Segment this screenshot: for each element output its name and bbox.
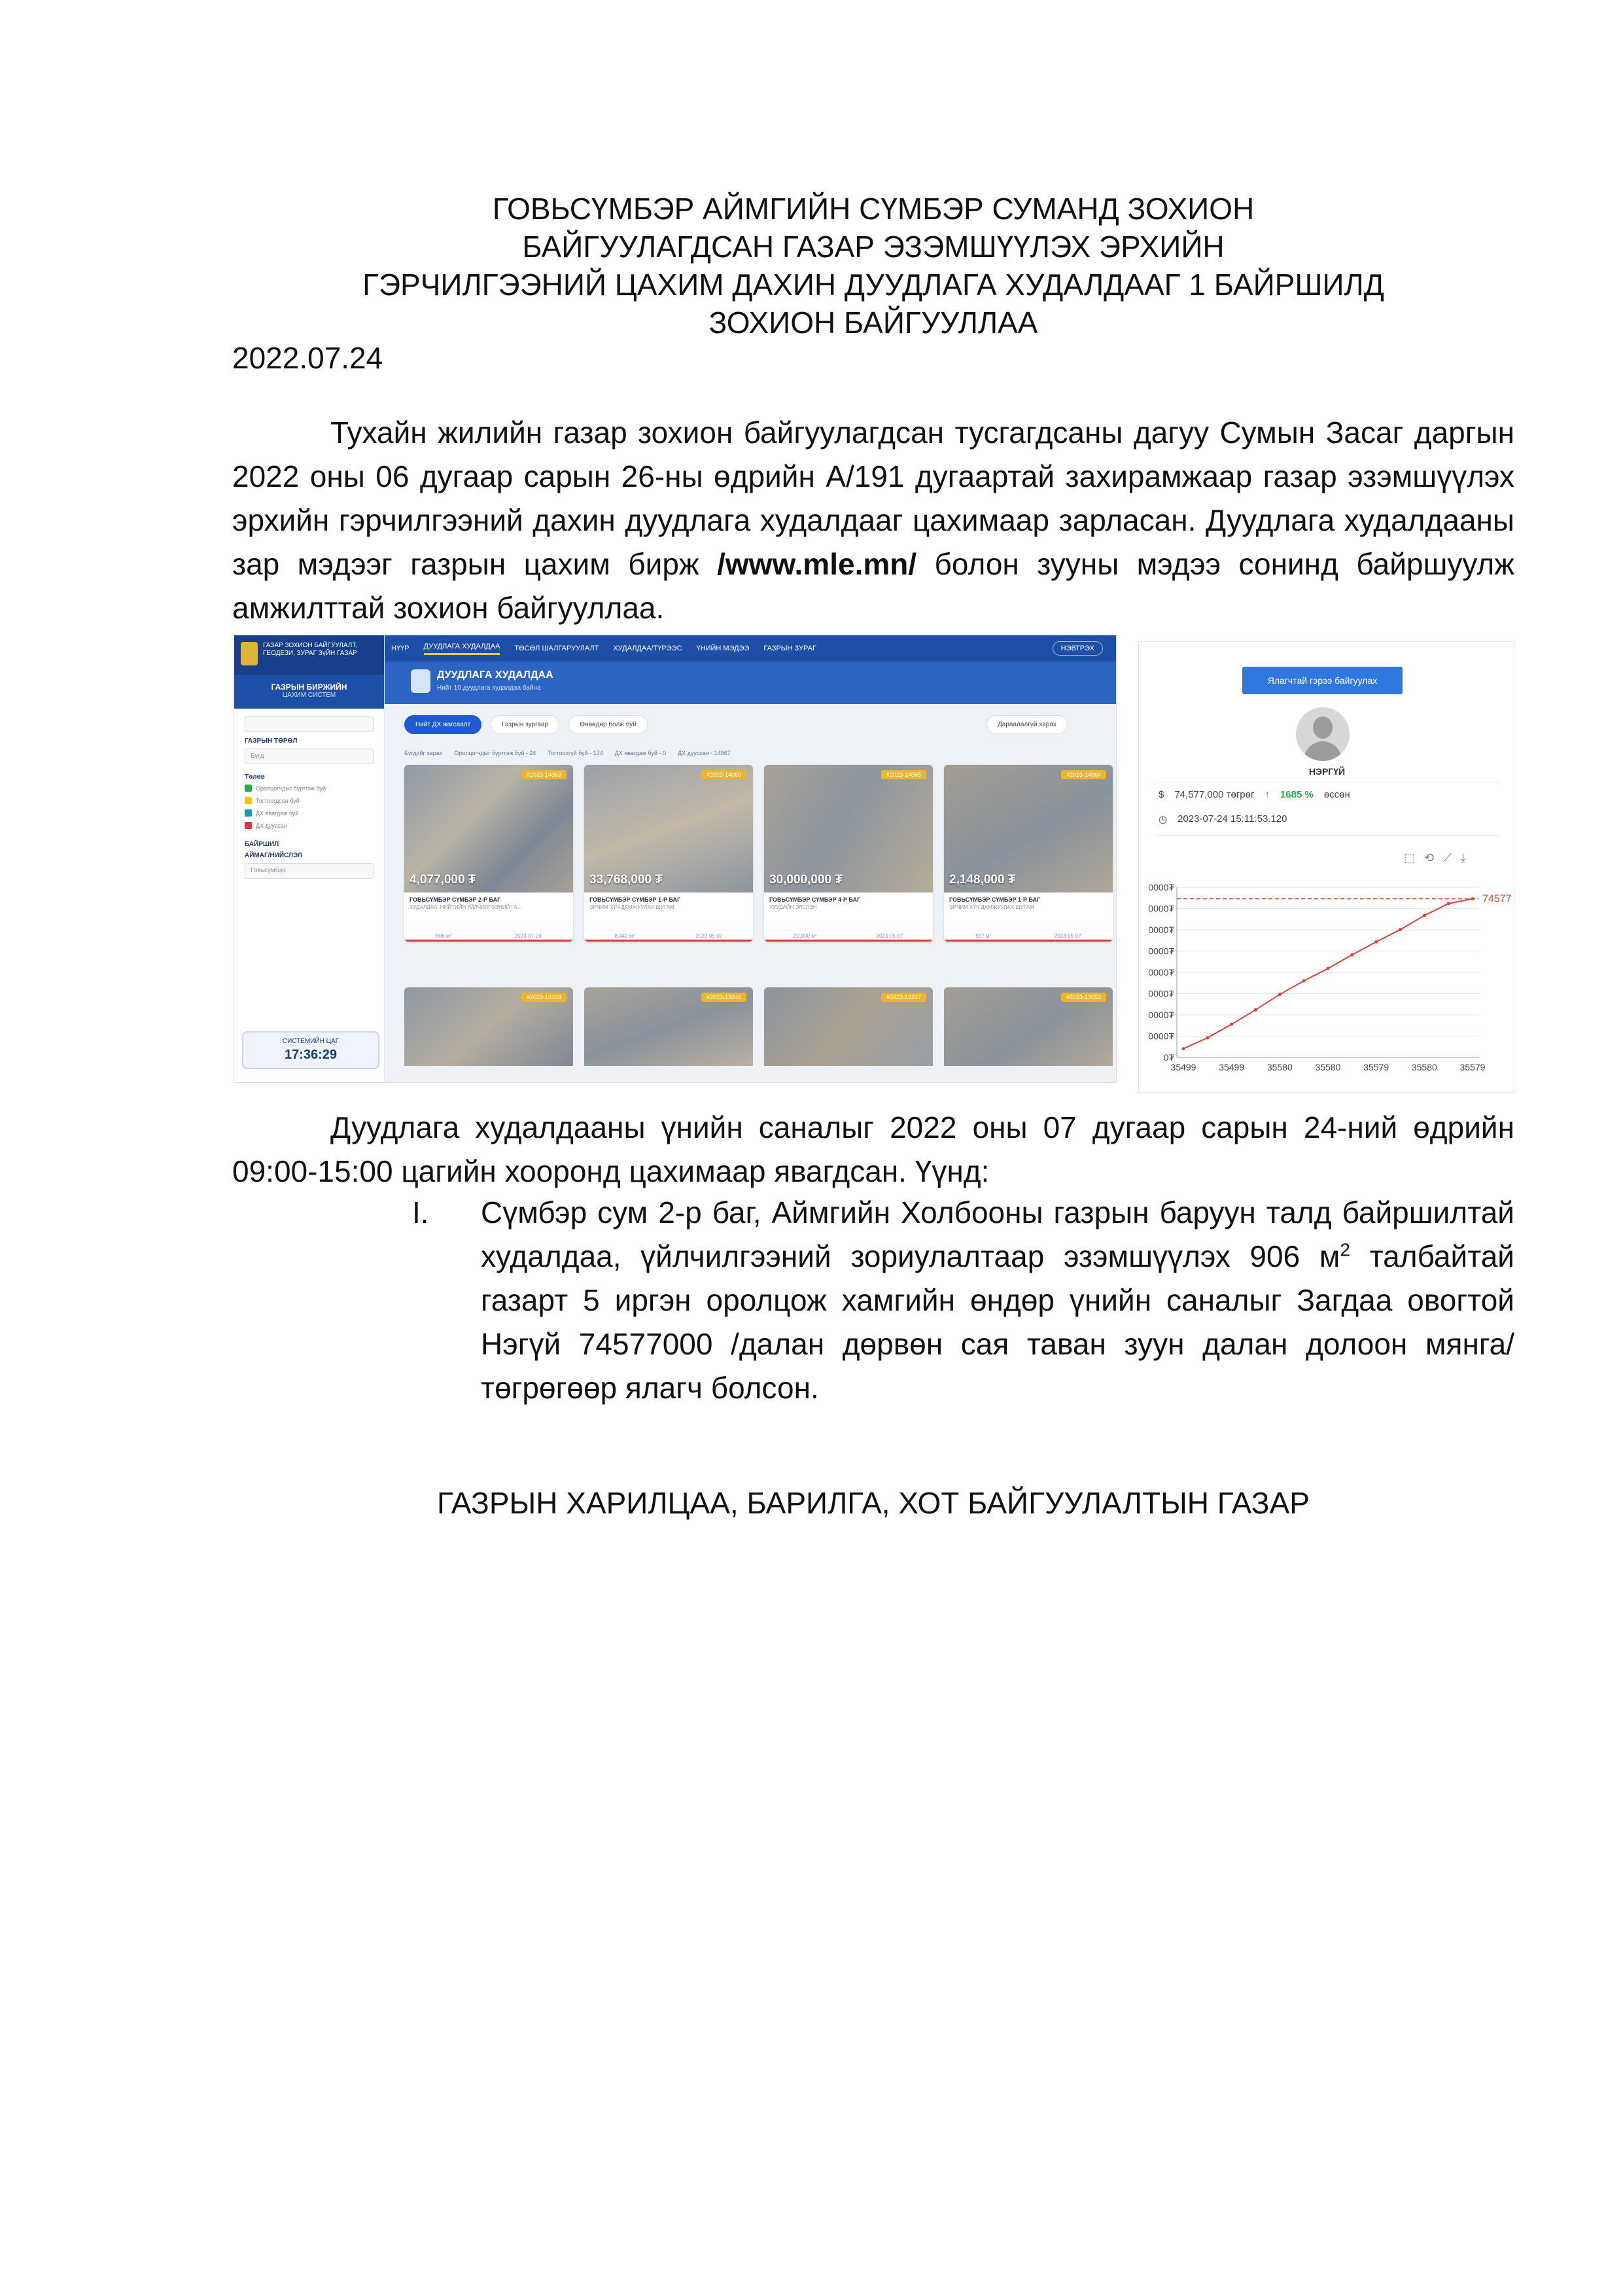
line-icon[interactable]: ⟋	[1443, 851, 1452, 864]
document-date: 2022.07.24	[232, 341, 383, 375]
hero-subtitle: Нийт 10 дуудлага худалдаа байна	[437, 684, 541, 692]
nav-home[interactable]: НҮҮР	[391, 645, 410, 652]
timestamp-row	[1159, 813, 1287, 825]
y-tick-label: 0000₮	[1148, 882, 1174, 892]
login-button[interactable]: НЭВТРЭХ	[1053, 641, 1103, 656]
filter-section	[234, 709, 384, 879]
winner-name: НЭРГҮЙ	[1308, 766, 1346, 777]
card-location: ГОВЬСҮМБЭР СҮМБЭР 1-Р БАГ	[949, 896, 1041, 903]
card-footer: 8,442 м² 2023-05-07	[584, 930, 753, 939]
y-tick-label: 0000₮	[1148, 925, 1174, 935]
card-footer: 906 м² 2023-07-24	[404, 930, 573, 939]
dollar-icon: $	[1159, 789, 1164, 800]
land-photo	[764, 765, 933, 892]
card-purpose: ХУУДАЙН ЭЛСЛЭН	[769, 904, 817, 910]
title-line: ГЭРЧИЛГЭЭНИЙ ЦАХИМ ДАХИН ДУУДЛАГА ХУДАЛДААГ 1 БАЙРШИЛД	[362, 268, 1384, 302]
brand	[234, 675, 384, 709]
auction-id: #2023-14063	[521, 770, 567, 779]
card-purpose: ЭРЧИМ ХҮЧ ДАМЖУУЛАХ ШУГАМ	[949, 904, 1034, 910]
auction-site-screenshot	[234, 635, 1117, 1083]
data-point	[1327, 967, 1330, 970]
x-tick-label: 35579	[1459, 1062, 1486, 1072]
auction-id: #2023-14060	[701, 770, 746, 779]
card-location: ГОВЬСҮМБЭР СҮМБЭР 1-Р БАГ	[589, 896, 681, 903]
download-icon[interactable]: ⤓	[1460, 851, 1466, 864]
legend-item[interactable]: Тогтоохгүй буй - 174	[548, 750, 603, 756]
item-text: Сүмбэр сум 2-р баг, Аймгийн Холбооны газрын баруун талд байршилтай худалдаа, үйлчилгээний зориулалтаар эзэмшүүлэх 906 $м^2$ талбайтай газарт 5 иргэн оролцож хамгийн өндөр үнийн саналыг Загдаа овогтой Нэгүй 74577000 /далан дөрвөн сая таван зуун далан долоон мянга/ төгрөгөөр ялагч болсон.	[481, 1195, 1515, 1405]
increase-percent: 1685 %	[1280, 789, 1314, 800]
x-tick-label: 35580	[1411, 1062, 1437, 1072]
tab-list[interactable]: Нийт ДХ жагсаалт	[404, 715, 481, 734]
status-bar	[764, 940, 933, 942]
auction-price: 30,000,000 ₮	[769, 873, 843, 887]
intro-paragraph	[232, 411, 1514, 630]
winning-amount: 74,577,000 төгрөг	[1174, 789, 1255, 800]
auction-id: #2023-14065	[881, 770, 926, 779]
status-checkbox[interactable]: Оролцогчдыг бүртгэж буй	[245, 785, 374, 792]
land-type-select[interactable]: Бүгд	[245, 749, 374, 764]
land-photo	[584, 765, 753, 892]
data-point	[1350, 953, 1353, 957]
status-checkbox[interactable]: ДХ явагдаж буй	[245, 809, 374, 817]
auction-card[interactable]	[764, 765, 933, 942]
superscript: 2	[1340, 1239, 1350, 1260]
system-clock	[242, 1031, 379, 1069]
y-tick-label: 0000₮	[1148, 903, 1174, 914]
tab-today[interactable]: Өнөөдөр болж буй	[568, 715, 648, 734]
auction-id: #2023-13053	[1061, 993, 1106, 1002]
document-title	[232, 190, 1514, 342]
sort-select[interactable]: Дараалалгүй харах	[986, 715, 1068, 734]
data-point	[1423, 914, 1426, 917]
auction-id: #2023-13247	[881, 993, 926, 1002]
land-photo	[944, 765, 1113, 892]
avatar	[1296, 707, 1350, 761]
org-header	[234, 635, 384, 675]
status-checkbox[interactable]: ДХ дууссан	[245, 822, 374, 829]
sidebar	[234, 635, 385, 1083]
status-bar	[404, 940, 573, 942]
card-footer: 557 м² 2023-05-07	[944, 930, 1113, 939]
data-point	[1399, 928, 1402, 931]
auction-id: #2023-13164	[521, 993, 567, 1002]
winning-amount-row	[1159, 789, 1350, 800]
status-checkbox[interactable]: Тогтоогдсон буй	[245, 797, 374, 804]
bid-history-chart	[1139, 868, 1514, 1093]
nav-prices[interactable]: ҮНИЙН МЭДЭЭ	[696, 645, 750, 652]
auction-card[interactable]	[944, 765, 1113, 942]
auction-card-partial[interactable]	[404, 987, 573, 1066]
item-number: I.	[412, 1195, 429, 1229]
card-footer: 22,000 м² 2023-05-07	[764, 930, 933, 939]
auction-timestamp: 2023-07-24 15:11:53.120	[1178, 813, 1287, 824]
x-tick-label: 35579	[1363, 1062, 1389, 1072]
data-point	[1447, 902, 1450, 906]
chart-toolbar	[1404, 851, 1466, 865]
search-input[interactable]	[245, 716, 374, 732]
land-photo	[404, 765, 573, 892]
nav-trade[interactable]: ХУДАЛДАА/ТҮРЭЭС	[613, 645, 682, 652]
legend-item[interactable]: ДХ явагдаж буй - 0	[614, 750, 667, 756]
auction-id: #2023-14064	[1061, 770, 1106, 779]
auction-price: 4,077,000 ₮	[410, 873, 476, 887]
clock-time: 17:36:29	[284, 1048, 338, 1062]
y-tick-label: 0000₮	[1148, 945, 1174, 957]
auction-price: 2,148,000 ₮	[949, 873, 1016, 887]
data-point	[1230, 1023, 1233, 1026]
view-tabs	[404, 715, 648, 734]
auction-card-partial[interactable]	[764, 987, 933, 1066]
zoom-icon[interactable]: ⬚	[1404, 851, 1416, 864]
nav-map[interactable]: ГАЗРЫН ЗУРАГ	[763, 645, 816, 652]
auction-price: 33,768,000 ₮	[589, 873, 663, 887]
auction-card-partial[interactable]	[584, 987, 753, 1066]
contract-button[interactable]: Ялагчтай гэрээ байгуулах	[1242, 667, 1403, 694]
title-line: БАЙГУУЛАГДСАН ГАЗАР ЭЗЭМШҮҮЛЭХ ЭРХИЙН	[522, 230, 1225, 264]
location-label: БАЙРШИЛ	[245, 841, 279, 848]
auction-hero	[385, 662, 1116, 704]
auction-card-partial[interactable]	[944, 987, 1113, 1066]
brand-title: ГАЗРЫН БИРЖИЙН	[271, 682, 347, 692]
mle-link[interactable]: /www.mle.mn/	[717, 547, 917, 581]
nav-projects[interactable]: ТӨСӨЛ ШАЛГАРУУЛАЛТ	[514, 645, 599, 652]
y-tick-label: 0000₮	[1148, 1010, 1174, 1020]
data-point	[1182, 1047, 1185, 1050]
card-location: ГОВЬСҮМБЭР СҮМБЭР 2-Р БАГ	[410, 896, 501, 903]
x-tick-label: 35580	[1266, 1062, 1293, 1072]
divider	[1155, 835, 1499, 836]
status-bar	[944, 940, 1113, 942]
auction-id: #2023-13246	[701, 993, 746, 1002]
data-point	[1206, 1036, 1209, 1040]
auction-result-screenshot	[1138, 641, 1514, 1093]
restore-icon[interactable]: ⟲	[1424, 851, 1435, 864]
top-navigation	[385, 635, 1116, 662]
x-tick-label: 35499	[1219, 1062, 1245, 1072]
intro-text-end: болон зууны мэдээ сонинд байршуулж амжилттай зохион байгууллаа.	[232, 547, 1514, 625]
max-value-label: 74577	[1482, 893, 1512, 905]
data-point	[1278, 993, 1282, 996]
emblem-icon	[241, 642, 258, 665]
status-bar	[584, 940, 753, 942]
clock-label: СИСТЕМИЙН ЦАГ	[282, 1038, 340, 1045]
title-line: ГОВЬСҮМБЭР АЙМГИЙН СҮМБЭР СУМАНД ЗОХИОН	[492, 192, 1255, 226]
title-line: ЗОХИОН БАЙГУУЛЛАА	[708, 306, 1038, 340]
data-point	[1374, 940, 1378, 944]
auction-card[interactable]	[404, 765, 573, 942]
y-tick-label: 0000₮	[1148, 988, 1174, 999]
nav-auction[interactable]: ДУУДЛАГА ХУДАЛДАА	[424, 643, 500, 655]
increase-label: өссөн	[1323, 789, 1350, 800]
y-tick-label: 0₮	[1163, 1052, 1174, 1063]
data-point	[1254, 1008, 1257, 1012]
legend-item[interactable]: Бүгдийг харах	[404, 750, 443, 756]
status-label: Төлөв	[245, 773, 265, 781]
aimag-label: АЙМАГ/НИЙСЛЭЛ	[245, 852, 302, 859]
gavel-icon	[411, 669, 430, 693]
legend-item[interactable]: ДХ дууссан - 14867	[678, 750, 731, 756]
tab-map[interactable]: Газрын зургаар	[491, 715, 559, 734]
data-point	[1302, 980, 1306, 983]
y-tick-label: 0000₮	[1148, 967, 1174, 978]
intro-text: Тухайн жилийн газар зохион байгуулагдсан тусгагдсаны дагуу Сумын Засаг даргын 2022 оны 06 дугаар сарын 26-ны өдрийн А/191 дугаартай захирамжаар газар эзэмшүүлэх эрхийн гэрчилгээний дахин дуудлага худалдааг цахимаар зарласан. Дуудлага худалдааны зар мэдээг газрын цахим бирж	[232, 415, 1514, 581]
hero-title: ДУУДЛАГА ХУДАЛДАА	[437, 669, 553, 680]
card-purpose: ХУДАЛДАА, НИЙТИЙН ҮЙЛЧИЛГЭЭНИЙ ГА...	[410, 904, 522, 910]
card-purpose: ЭРЧИМ ХҮЧ ДАМЖУУЛАХ ШУГАМ	[589, 904, 674, 910]
department-name: ГАЗРЫН ХАРИЛЦАА, БАРИЛГА, ХОТ БАЙГУУЛАЛТЫН ГАЗАР	[437, 1486, 1310, 1520]
y-tick-label: 0000₮	[1148, 1031, 1174, 1042]
arrow-up-icon: ↑	[1265, 789, 1270, 800]
aimag-select[interactable]: Говьсүмбэр	[245, 863, 374, 879]
card-location: ГОВЬСҮМБЭР СҮМБЭР 4-Р БАГ	[769, 896, 861, 903]
auction-card[interactable]	[584, 765, 753, 942]
legend-item[interactable]: Оролцогчдыг бүртгэж буй - 24	[454, 750, 536, 756]
clock-icon: ◷	[1159, 814, 1168, 825]
org-name: ГАЗАР ЗОХИОН БАЙГУУЛАЛТ, ГЕОДЕЗИ, ЗУРАГ ЗүЙН ГАЗАР	[263, 642, 358, 657]
x-tick-label: 35580	[1315, 1062, 1341, 1072]
filter-label: ГАЗРЫН ТӨРӨЛ	[245, 737, 298, 745]
series-line	[1183, 899, 1473, 1049]
bidding-paragraph: Дуудлага худалдааны үнийн саналыг 2022 оны 07 дугаар сарын 24-ний өдрийн 09:00-15:00 цагийн хооронд цахимаар явагдсан. Үүнд:	[232, 1110, 1514, 1188]
x-tick-label: 35499	[1170, 1062, 1196, 1072]
status-legend	[404, 750, 731, 756]
result-item	[412, 1191, 1514, 1410]
brand-subtitle: ЦАХИМ СИСТЕМ	[282, 692, 336, 699]
